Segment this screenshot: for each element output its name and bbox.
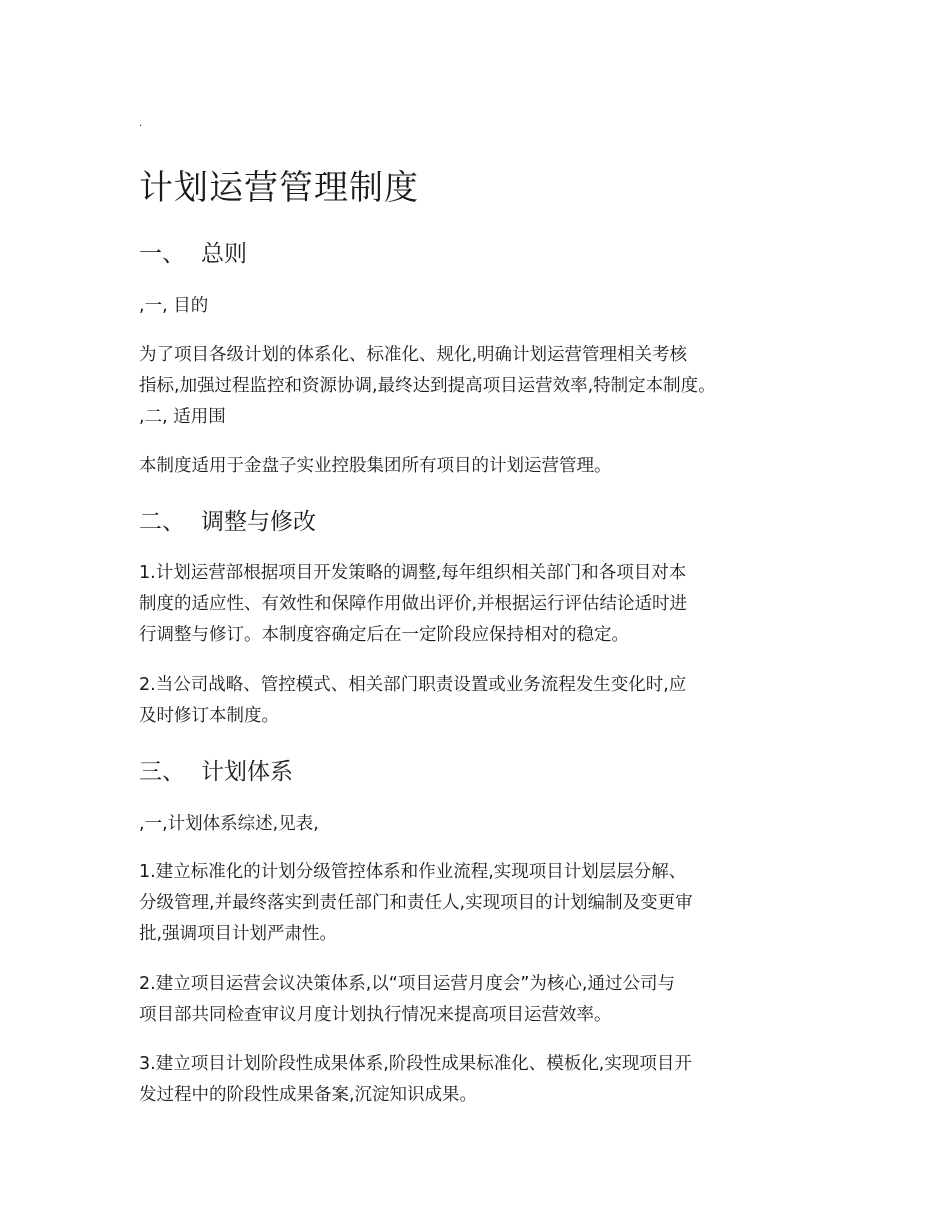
paragraph-line: 批,强调项目计划严肃性。 — [139, 924, 338, 944]
subsection-overview: ,一,计划体系综述,见表, — [139, 814, 319, 834]
section-heading-adjustment — [139, 506, 316, 538]
section-title: 调整与修改 — [201, 509, 316, 535]
header-dot: . — [139, 118, 143, 129]
paragraph-line: 项目部共同检查审议月度计划执行情况来提高项目运营效率。 — [139, 1005, 612, 1025]
paragraph-line: 2.当公司战略、管控模式、相关部门职责设置或业务流程发生变化时,应 — [139, 675, 687, 695]
section-heading-plan-system — [139, 756, 293, 788]
paragraph-line: 为了项目各级计划的体系化、标准化、规化,明确计划运营管理相关考核 — [139, 345, 688, 365]
paragraph-line: 及时修订本制度。 — [139, 706, 279, 726]
section-number: 一、 — [139, 241, 185, 267]
section-number: 三、 — [139, 759, 185, 785]
section-title: 计划体系 — [201, 759, 293, 785]
subsection-scope: ,二, 适用围 — [139, 407, 226, 427]
paragraph-line: 1.建立标准化的计划分级管控体系和作业流程,实现项目计划层层分解、 — [139, 862, 687, 882]
paragraph-line: 发过程中的阶段性成果备案,沉淀知识成果。 — [139, 1085, 478, 1105]
subsection-purpose: ,一, 目的 — [139, 296, 209, 316]
paragraph-line: 制度的适应性、有效性和保障作用做出评价,并根据运行评估结论适时进 — [139, 594, 688, 614]
paragraph-line: 本制度适用于金盘子实业控股集团所有项目的计划运营管理。 — [139, 456, 612, 476]
paragraph-line: 行调整与修订。本制度容确定后在一定阶段应保持相对的稳定。 — [139, 625, 629, 645]
section-title: 总则 — [201, 241, 247, 267]
paragraph-line: 3.建立项目计划阶段性成果体系,阶段性成果标准化、模板化,实现项目开 — [139, 1054, 692, 1074]
document-title: 计划运营管理制度 — [139, 168, 419, 208]
section-number: 二、 — [139, 509, 185, 535]
paragraph-line: 指标,加强过程监控和资源协调,最终达到提高项目运营效率,特制定本制度。 — [139, 376, 716, 396]
paragraph-line: 2.建立项目运营会议决策体系,以“项目运营月度会”为核心,通过公司与 — [139, 974, 675, 994]
section-heading-general — [139, 238, 247, 270]
paragraph-line: 分级管理,并最终落实到责任部门和责任人,实现项目的计划编制及变更审 — [139, 893, 693, 913]
paragraph-line: 1.计划运营部根据项目开发策略的调整,每年组织相关部门和各项目对本 — [139, 563, 687, 583]
